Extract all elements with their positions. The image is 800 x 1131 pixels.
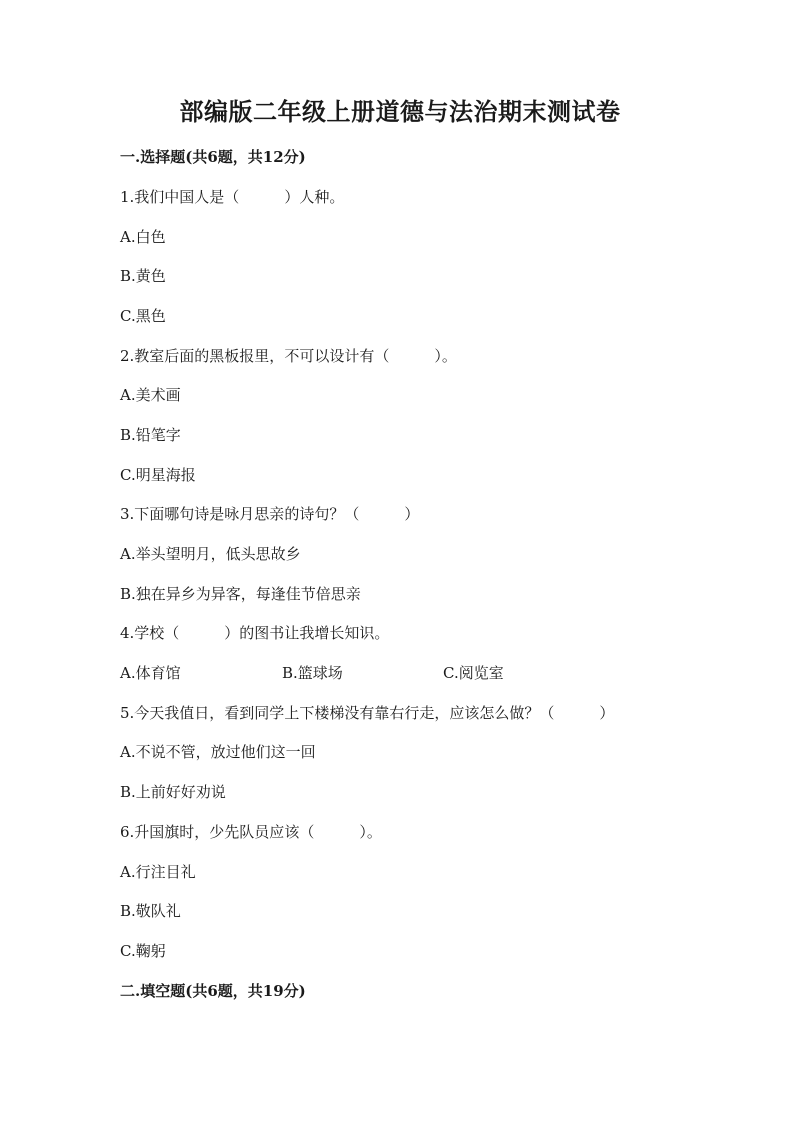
question-2-option-c: C.明星海报 — [120, 466, 196, 484]
question-5-stem: 5.今天我值日，看到同学上下楼梯没有靠右行走，应该怎么做？（ ） — [120, 704, 615, 722]
question-3-option-a: A.举头望明月，低头思故乡 — [120, 545, 301, 563]
question-6-option-c: C.鞠躬 — [120, 942, 166, 960]
question-6-option-a: A.行注目礼 — [120, 863, 196, 881]
question-1-option-a: A.白色 — [120, 228, 166, 246]
question-2-option-a: A.美术画 — [120, 386, 181, 404]
question-4-options-row — [120, 662, 680, 684]
question-5-option-b: B.上前好好劝说 — [120, 783, 226, 801]
question-6-option-b: B.敬队礼 — [120, 902, 181, 920]
question-2-stem: 2.教室后面的黑板报里，不可以设计有（ ）。 — [120, 347, 457, 365]
question-4-option-c: C.阅览室 — [443, 664, 504, 682]
page-title: 部编版二年级上册道德与法治期末测试卷 — [179, 97, 621, 126]
question-6-stem: 6.升国旗时，少先队员应该（ ）。 — [120, 823, 382, 841]
question-4-option-b: B.篮球场 — [282, 664, 343, 682]
question-3-option-b: B.独在异乡为异客，每逢佳节倍思亲 — [120, 585, 361, 603]
question-1-stem: 1.我们中国人是（ ）人种。 — [120, 188, 345, 206]
section-heading-fill-blank: 二.填空题(共6题，共19分) — [120, 982, 306, 1000]
question-4-option-a: A.体育馆 — [120, 664, 181, 682]
question-2-option-b: B.铅笔字 — [120, 426, 181, 444]
question-1-option-b: B.黄色 — [120, 267, 166, 285]
question-5-option-a: A.不说不管，放过他们这一回 — [120, 743, 316, 761]
section-heading-choice: 一.选择题(共6题，共12分) — [120, 148, 306, 166]
question-4-stem: 4.学校（ ）的图书让我增长知识。 — [120, 624, 390, 642]
question-3-stem: 3.下面哪句诗是咏月思亲的诗句？（ ） — [120, 505, 420, 523]
question-1-option-c: C.黑色 — [120, 307, 166, 325]
